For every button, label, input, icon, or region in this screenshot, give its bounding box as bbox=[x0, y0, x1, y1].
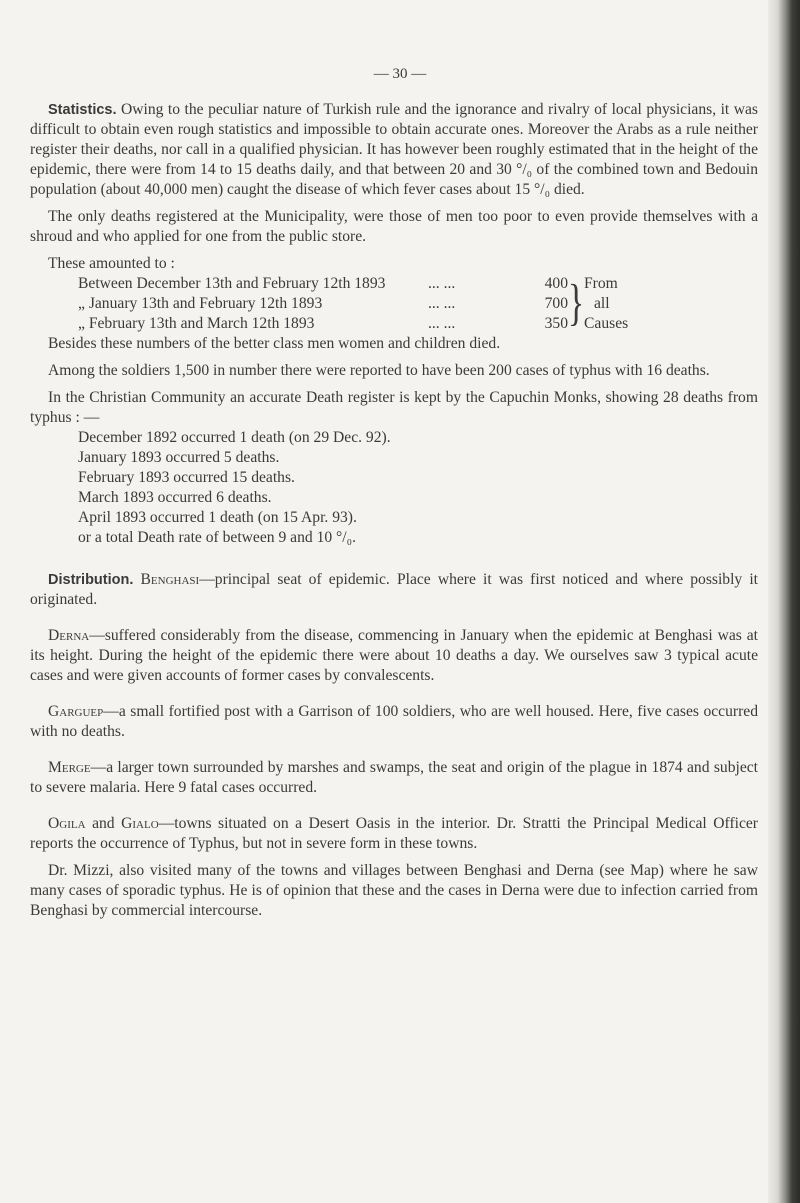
monthly-deaths-list bbox=[30, 428, 758, 548]
list-item: February 1893 occurred 15 deaths. bbox=[78, 469, 295, 486]
ogila-and: and bbox=[85, 815, 122, 832]
table-row-dots: ... ... bbox=[428, 275, 456, 292]
list-item: December 1892 occurred 1 death (on 29 Dec. 92). bbox=[78, 429, 391, 446]
table-row-period: „ February 13th and March 12th 1893 bbox=[78, 315, 315, 332]
table-row-count: 400 bbox=[544, 275, 568, 292]
list-item: January 1893 occurred 5 deaths. bbox=[78, 449, 280, 466]
derna-text: —suffered considerably from the disease, commencing in January when the epidemic at Benghasi was at its height. During the height of the epidemic there were about 10 deaths a day. We ourselves saw 3 typical acute cases and were given accounts of former cases by convalescents. bbox=[30, 627, 758, 684]
deaths-table bbox=[30, 274, 758, 334]
brace-note-causes: Causes bbox=[584, 315, 629, 332]
place-benghasi: Benghasi bbox=[140, 571, 200, 588]
mizzi-paragraph: Dr. Mizzi, also visited many of the towns and villages between Benghasi and Derna (see Map) where he saw many cases of sporadic typhus. He is of opinion that these and the cases in Derna were due to infection carried from Benghasi by commercial intercourse. bbox=[30, 862, 758, 919]
ogila-text: —towns situated on a Desert Oasis in the interior. Dr. Stratti the Principal Medical Officer reports the occurrence of Typhus, but not in severe form in these towns. bbox=[30, 815, 759, 852]
list-item: or a total Death rate of between 9 and 10 °/₀. bbox=[78, 529, 356, 546]
soldiers-paragraph: Among the soldiers 1,500 in number there were reported to have been 200 cases of typhus with 16 deaths. bbox=[48, 362, 710, 379]
distribution-paragraph bbox=[30, 570, 758, 610]
merge-paragraph bbox=[30, 758, 758, 798]
place-garguep: Garguep bbox=[48, 703, 104, 720]
list-item: March 1893 occurred 6 deaths. bbox=[78, 489, 272, 506]
distribution-heading: Distribution. bbox=[48, 572, 134, 588]
statistics-heading: Statistics. bbox=[48, 102, 117, 118]
place-ogila: Ogila bbox=[48, 815, 86, 832]
besides-paragraph: Besides these numbers of the better class men women and children died. bbox=[48, 335, 501, 352]
brace-note-from: From bbox=[584, 275, 618, 292]
page-number: — 30 — bbox=[373, 66, 427, 82]
ogila-paragraph bbox=[30, 814, 758, 854]
list-item: April 1893 occurred 1 death (on 15 Apr. 93). bbox=[78, 509, 357, 526]
christian-paragraph: In the Christian Community an accurate Death register is kept by the Capuchin Monks, showing 28 deaths from typhus : — bbox=[30, 389, 758, 426]
statistics-text: Owing to the peculiar nature of Turkish rule and the ignorance and rivalry of local physicians, it was difficult to obtain even rough statistics and impossible to obtain accurate ones. Moreover the Arabs as a rule neither register their deaths, nor call in a qualified physician. It has however been roughly estimated that in the height of the epidemic, there were from 14 to 15 deaths daily, and that between 20 and 30 °/₀ of the combined town and Bedouin population (about 40,000 men) caught the disease of which fever cases about 15 °/₀ died. bbox=[30, 101, 758, 198]
statistics-paragraph bbox=[30, 100, 758, 200]
garguep-paragraph bbox=[30, 702, 758, 742]
place-gialo: Gialo bbox=[121, 815, 159, 832]
brace-icon: } bbox=[567, 275, 585, 331]
brace-note-all: all bbox=[594, 295, 610, 312]
table-row-dots: ... ... bbox=[428, 315, 456, 332]
table-row-period: „ January 13th and February 12th 1893 bbox=[78, 295, 323, 312]
table-row-count: 350 bbox=[544, 315, 568, 332]
place-derna: Derna bbox=[48, 627, 90, 644]
table-row-count: 700 bbox=[544, 295, 568, 312]
derna-paragraph bbox=[30, 626, 758, 686]
page-edge-shadow bbox=[768, 0, 800, 1203]
benghasi-text: —principal seat of epidemic. Place where it was first noticed and where possibly it originated. bbox=[30, 571, 758, 608]
municipality-paragraph: The only deaths registered at the Municipality, were those of men too poor to even provide themselves with a shroud and who applied for one from the public store. bbox=[30, 208, 758, 245]
place-merge: Merge bbox=[48, 759, 91, 776]
table-row-dots: ... ... bbox=[428, 295, 456, 312]
document-page bbox=[30, 66, 758, 921]
merge-text: —a larger town surrounded by marshes and swamps, the seat and origin of the plague in 1874 and subject to severe malaria. Here 9 fatal cases occurred. bbox=[30, 759, 758, 796]
table-row-period: Between December 13th and February 12th 1893 bbox=[78, 275, 386, 292]
garguep-text: —a small fortified post with a Garrison of 100 soldiers, who are well housed. Here, five cases occurred with no deaths. bbox=[30, 703, 758, 740]
amounted-label: These amounted to : bbox=[48, 255, 175, 272]
